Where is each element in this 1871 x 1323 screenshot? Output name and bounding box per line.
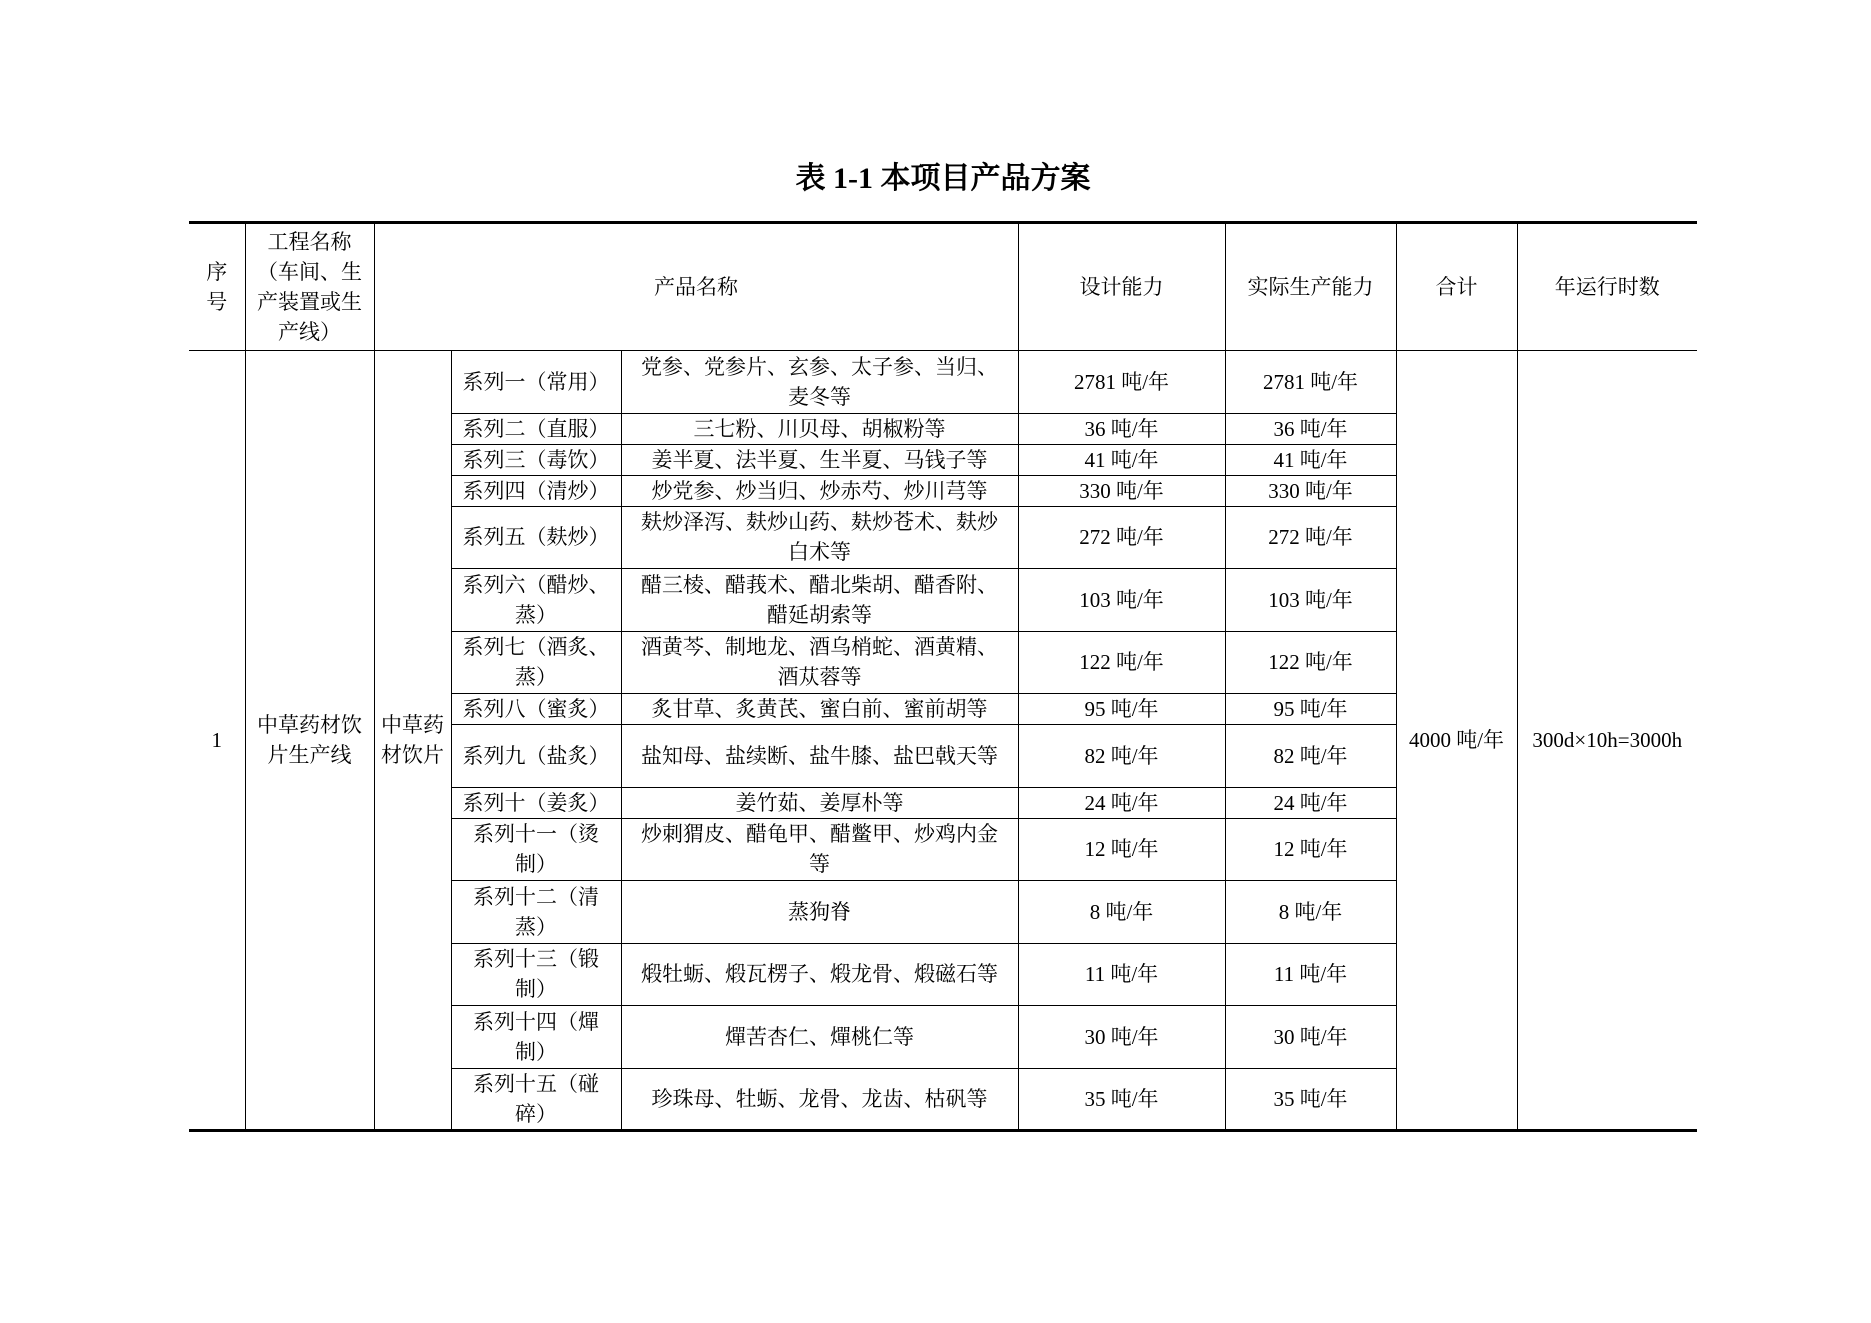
header-annual-hours: 年运行时数	[1517, 223, 1697, 351]
series-name: 系列十一（烫制）	[451, 818, 621, 881]
design-capacity: 12 吨/年	[1018, 818, 1225, 881]
product-names: 三七粉、川贝母、胡椒粉等	[621, 413, 1018, 444]
header-total: 合计	[1396, 223, 1517, 351]
header-actual-capacity: 实际生产能力	[1225, 223, 1396, 351]
actual-capacity: 95 吨/年	[1225, 694, 1396, 725]
actual-capacity: 103 吨/年	[1225, 569, 1396, 632]
design-capacity: 8 吨/年	[1018, 881, 1225, 944]
actual-capacity: 24 吨/年	[1225, 787, 1396, 818]
product-names: 盐知母、盐续断、盐牛膝、盐巴戟天等	[621, 725, 1018, 788]
product-names: 炙甘草、炙黄芪、蜜白前、蜜前胡等	[621, 694, 1018, 725]
design-capacity: 272 吨/年	[1018, 506, 1225, 569]
series-name: 系列十五（碰碎）	[451, 1068, 621, 1131]
design-capacity: 41 吨/年	[1018, 444, 1225, 475]
actual-capacity: 330 吨/年	[1225, 475, 1396, 506]
series-name: 系列八（蜜炙）	[451, 694, 621, 725]
design-capacity: 30 吨/年	[1018, 1006, 1225, 1069]
header-index: 序号	[189, 223, 245, 351]
product-names: 姜半夏、法半夏、生半夏、马钱子等	[621, 444, 1018, 475]
series-name: 系列十二（清蒸）	[451, 881, 621, 944]
group-index: 1	[189, 351, 245, 1131]
design-capacity: 36 吨/年	[1018, 413, 1225, 444]
actual-capacity: 30 吨/年	[1225, 1006, 1396, 1069]
product-names: 党参、党参片、玄参、太子参、当归、麦冬等	[621, 351, 1018, 414]
product-plan-table	[189, 221, 1697, 1132]
series-name: 系列七（酒炙、蒸）	[451, 631, 621, 694]
product-names: 醋三棱、醋莪术、醋北柴胡、醋香附、醋延胡索等	[621, 569, 1018, 632]
series-name: 系列三（毒饮）	[451, 444, 621, 475]
series-name: 系列六（醋炒、蒸）	[451, 569, 621, 632]
actual-capacity: 12 吨/年	[1225, 818, 1396, 881]
series-name: 系列九（盐炙）	[451, 725, 621, 788]
design-capacity: 35 吨/年	[1018, 1068, 1225, 1131]
design-capacity: 82 吨/年	[1018, 725, 1225, 788]
total-capacity: 4000 吨/年	[1396, 351, 1517, 1131]
product-names: 酒黄芩、制地龙、酒乌梢蛇、酒黄精、酒苁蓉等	[621, 631, 1018, 694]
actual-capacity: 35 吨/年	[1225, 1068, 1396, 1131]
product-names: 麸炒泽泻、麸炒山药、麸炒苍术、麸炒白术等	[621, 506, 1018, 569]
actual-capacity: 2781 吨/年	[1225, 351, 1396, 414]
product-names: 蒸狗脊	[621, 881, 1018, 944]
actual-capacity: 272 吨/年	[1225, 506, 1396, 569]
annual-operating-hours: 300d×10h=3000h	[1517, 351, 1697, 1131]
series-name: 系列一（常用）	[451, 351, 621, 414]
product-names: 炒党参、炒当归、炒赤芍、炒川芎等	[621, 475, 1018, 506]
product-names: 煅牡蛎、煅瓦楞子、煅龙骨、煅磁石等	[621, 943, 1018, 1006]
product-names: 珍珠母、牡蛎、龙骨、龙齿、枯矾等	[621, 1068, 1018, 1131]
actual-capacity: 36 吨/年	[1225, 413, 1396, 444]
header-design-capacity: 设计能力	[1018, 223, 1225, 351]
group-category: 中草药材饮片	[374, 351, 451, 1131]
design-capacity: 2781 吨/年	[1018, 351, 1225, 414]
design-capacity: 24 吨/年	[1018, 787, 1225, 818]
design-capacity: 330 吨/年	[1018, 475, 1225, 506]
actual-capacity: 41 吨/年	[1225, 444, 1396, 475]
table-title: 表 1-1 本项目产品方案	[795, 162, 1091, 195]
actual-capacity: 82 吨/年	[1225, 725, 1396, 788]
group-project-name: 中草药材饮片生产线	[245, 351, 374, 1131]
design-capacity: 122 吨/年	[1018, 631, 1225, 694]
series-name: 系列十（姜炙）	[451, 787, 621, 818]
header-product-name: 产品名称	[374, 223, 1018, 351]
series-name: 系列四（清炒）	[451, 475, 621, 506]
header-row	[189, 223, 1697, 351]
series-name: 系列二（直服）	[451, 413, 621, 444]
series-name: 系列五（麸炒）	[451, 506, 621, 569]
product-names: 炒刺猬皮、醋龟甲、醋鳖甲、炒鸡内金等	[621, 818, 1018, 881]
product-names: 燀苦杏仁、燀桃仁等	[621, 1006, 1018, 1069]
actual-capacity: 8 吨/年	[1225, 881, 1396, 944]
series-name: 系列十三（锻制）	[451, 943, 621, 1006]
design-capacity: 11 吨/年	[1018, 943, 1225, 1006]
header-project-name: 工程名称（车间、生产装置或生产线）	[245, 223, 374, 351]
product-names: 姜竹茹、姜厚朴等	[621, 787, 1018, 818]
design-capacity: 103 吨/年	[1018, 569, 1225, 632]
design-capacity: 95 吨/年	[1018, 694, 1225, 725]
series-name: 系列十四（燀制）	[451, 1006, 621, 1069]
actual-capacity: 11 吨/年	[1225, 943, 1396, 1006]
table-row	[189, 351, 1697, 414]
actual-capacity: 122 吨/年	[1225, 631, 1396, 694]
